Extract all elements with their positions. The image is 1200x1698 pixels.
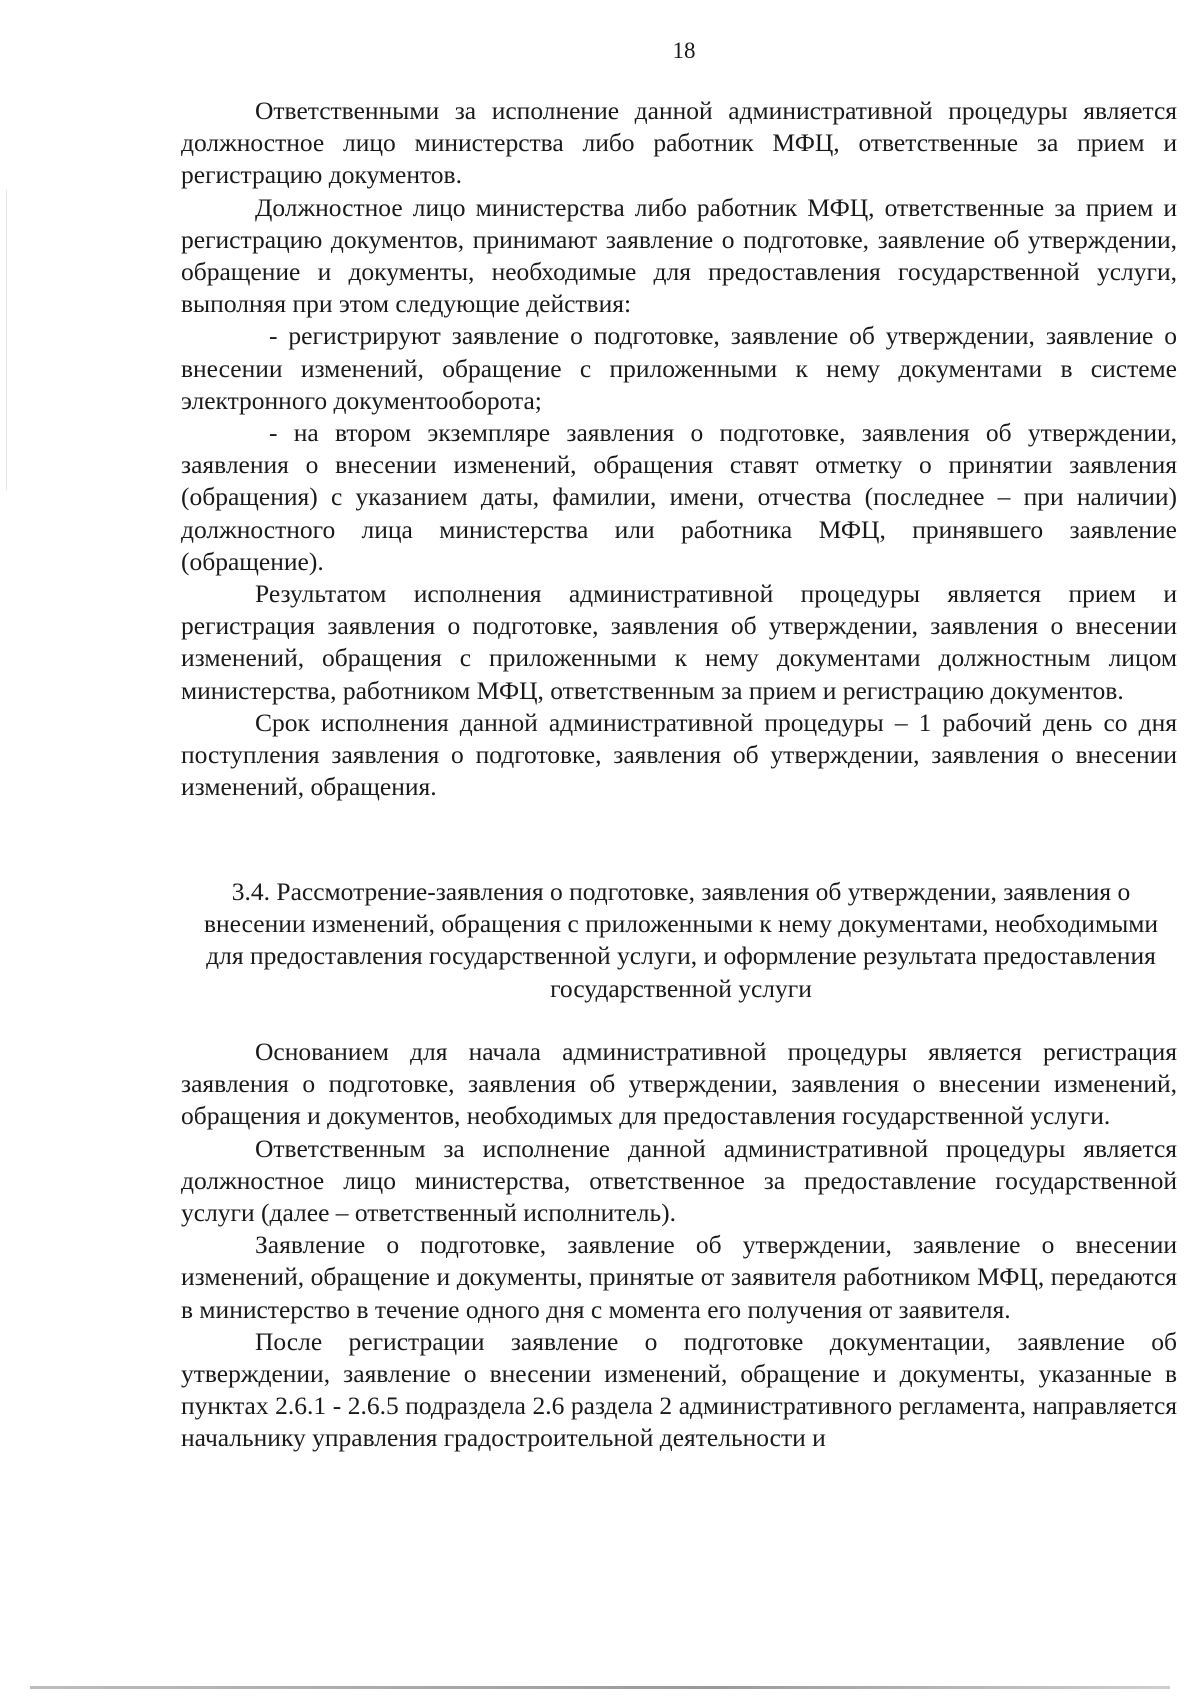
scan-margin-line [6, 190, 7, 490]
page-number: 18 [672, 38, 696, 63]
paragraph: Должностное лицо министерства либо работник МФЦ, ответственные за прием и регистрацию документов, принимают заявление о подготовке, заявление об утверждении, обращение и документы, необходимые для предоставления государственной услуги, выполняя при этом следующие действия: [181, 192, 1177, 319]
paragraph: После регистрации заявление о подготовке документации, заявление об утверждении, заявление о внесении изменений, обращение и документы, указанные в пунктах 2.6.1 - 2.6.5 подраздела 2.6 раздела 2 административного регламента, направляется начальнику управления градостроительной деятельности и [181, 1326, 1177, 1453]
list-item: - регистрируют заявление о подготовке, заявление об утверждении, заявление о внесении изменений, обращение с приложенными к нему документами в системе электронного документооборота; [181, 321, 1177, 415]
text-block-top [181, 95, 1177, 803]
list-item: - на втором экземпляре заявления о подготовке, заявления об утверждении, заявления о внесении изменений, обращения ставят отметку о принятии заявления (обращения) с указанием даты, фамилии, имени, отчества (последнее – при наличии) должностного лица министерства или работника МФЦ, принявшего заявление (обращение). [181, 418, 1177, 576]
paragraph: Заявление о подготовке, заявление об утверждении, заявление о внесении изменений, обращение и документы, принятые от заявителя работником МФЦ, передаются в министерство в течение одного дня с момента его получения от заявителя. [181, 1230, 1177, 1324]
text-block-bottom [181, 1036, 1177, 1455]
paragraph: Основанием для начала административной процедуры является регистрация заявления о подготовке, заявления об утверждении, заявления о внесении изменений, обращения и документов, необходимых для предоставления государственной услуги. [181, 1037, 1177, 1131]
paragraph: Ответственными за исполнение данной административной процедуры является должностное лицо министерства либо работник МФЦ, ответственные за прием и регистрацию документов. [181, 96, 1177, 190]
paragraph: Срок исполнения данной административной процедуры – 1 рабочий день со дня поступления заявления о подготовке, заявления об утверждении, заявления о внесении изменений, обращения. [181, 707, 1177, 802]
scan-footer-line [30, 1686, 1170, 1689]
section-heading: 3.4. Рассмотрение-заявления о подготовке, заявления об утверждении, заявления о внесении изменений, обращения с приложенными к нему документами, необходимыми для предоставления государственной услуги, и оформление результата предоставления государственной услуги [203, 877, 1159, 1003]
paragraph: Результатом исполнения административной процедуры является прием и регистрация заявления о подготовке, заявления об утверждении, заявления о внесении изменений, обращения с приложенными к нему документами должностным лицом министерства, работником МФЦ, ответственным за прием и регистрацию документов. [181, 579, 1177, 705]
paragraph: Ответственным за исполнение данной административной процедуры является должностное лицо министерства, ответственное за предоставление государственной услуги (далее – ответственный исполнитель). [181, 1133, 1177, 1228]
